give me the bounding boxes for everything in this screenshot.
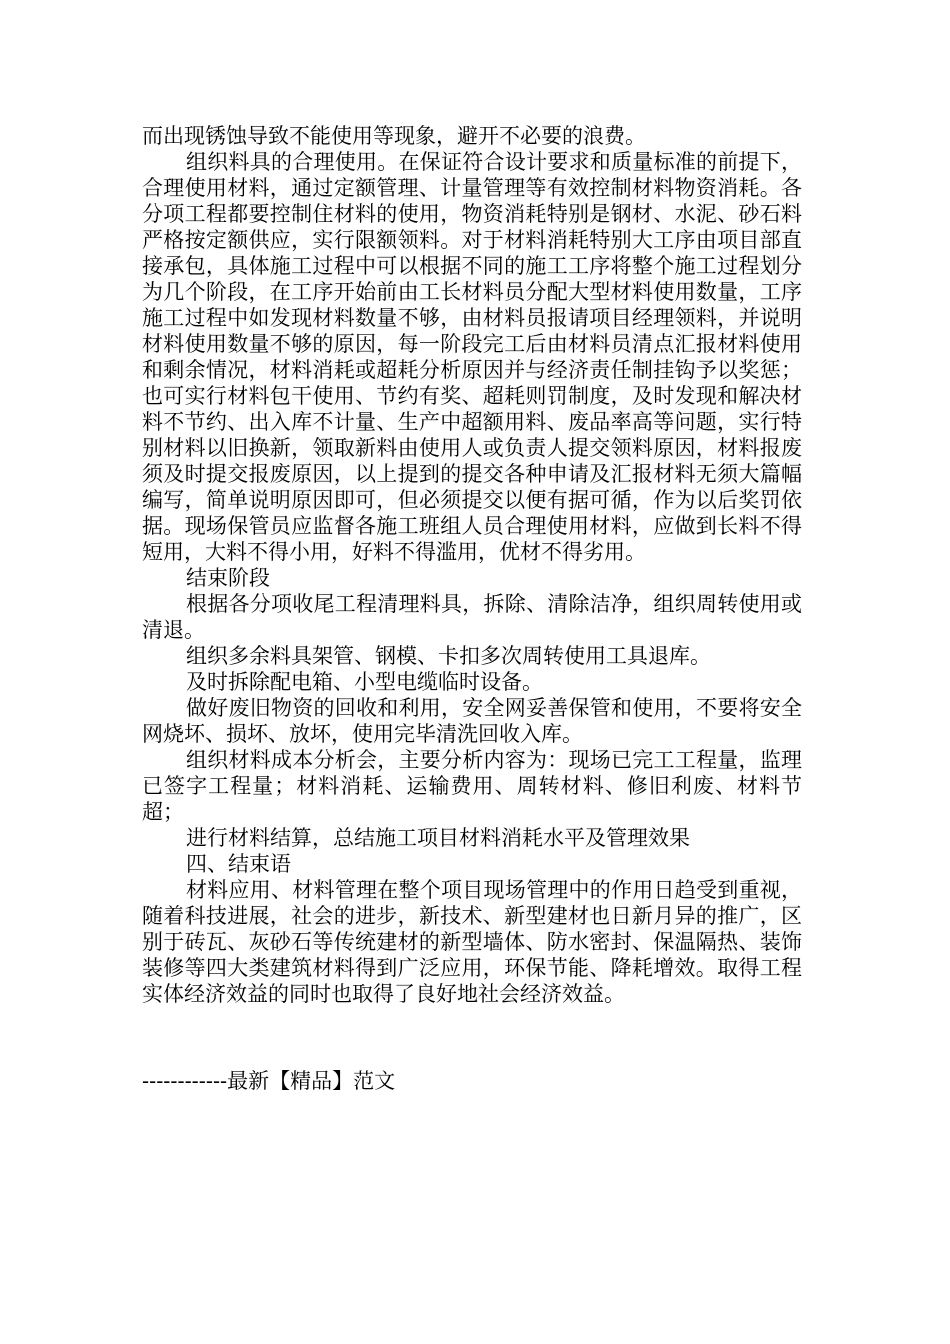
page-footer: ------------最新【精品】范文: [142, 1069, 396, 1093]
paragraph-settlement: 进行材料结算，总结施工项目材料消耗水平及管理效果: [186, 826, 690, 850]
paragraph-return-tools: 组织多余料具架管、钢模、卡扣多次周转使用工具退库。: [186, 644, 711, 668]
paragraph-continuation: 而出现锈蚀导致不能使用等现象，避开不必要的浪费。: [142, 124, 646, 148]
paragraph-material-usage: 组织料具的合理使用。在保证符合设计要求和质量标准的前提下，合理使用材料，通过定额管理、计量管理等有效控制材料物资消耗。各分项工程都要控制住材料的使用，物资消耗特别是钢材、水泥、砂石料严格按定额供应，实行限额领料。对于材料消耗特别大工序由项目部直接承包，具体施工过程中可以根据不同的施工工序将整个施工过程划分为几个阶段，在工序开始前由工长材料员分配大型材料使用数量，工序施工过程中如发现材料数量不够，由材料员报请项目经理领料，并说明材料使用数量不够的原因，每一阶段完工后由材料员清点汇报材料使用和剩余情况，材料消耗或超耗分析原因并与经济责任制挂钩予以奖惩；也可实行材料包干使用、节约有奖、超耗则罚制度，及时发现和解决材料不节约、出入库不计量、生产中超额用料、废品率高等问题，实行特别材料以旧换新，领取新料由使用人或负责人提交领料原因，材料报废须及时提交报废原因，以上提到的提交各种申请及汇报材料无须大篇幅编写，简单说明原因即可，但必须提交以便有据可循，作为以后奖罚依据。现场保管员应监督各施工班组人员合理使用材料，应做到长料不得短用，大料不得小用，好料不得滥用，优材不得劣用。: [142, 150, 802, 564]
paragraph-recycling: 做好废旧物资的回收和利用，安全网妥善保管和使用，不要将安全网烧坏、损坏、放坏，使用完毕清洗回收入库。: [142, 696, 802, 746]
paragraph-cleanup: 根据各分项收尾工程清理料具，拆除、清除洁净，组织周转使用或清退。: [142, 592, 802, 642]
heading-conclusion: 四、结束语: [186, 852, 291, 876]
document-body: [142, 123, 802, 1007]
paragraph-remove-equipment: 及时拆除配电箱、小型电缆临时设备。: [186, 670, 543, 694]
paragraph-conclusion: 材料应用、材料管理在整个项目现场管理中的作用日趋受到重视，随着科技进展，社会的进步，新技术、新型建材也日新月异的推广，区别于砖瓦、灰砂石等传统建材的新型墙体、防水密封、保温隔热、装饰装修等四大类建筑材料得到广泛应用，环保节能、降耗增效。取得工程实体经济效益的同时也取得了良好地社会经济效益。: [142, 878, 802, 1006]
heading-closing-stage: 结束阶段: [186, 566, 270, 590]
paragraph-cost-analysis: 组织材料成本分析会，主要分析内容为：现场已完工工程量，监理已签字工程量；材料消耗、运输费用、周转材料、修旧利废、材料节超；: [142, 748, 802, 824]
